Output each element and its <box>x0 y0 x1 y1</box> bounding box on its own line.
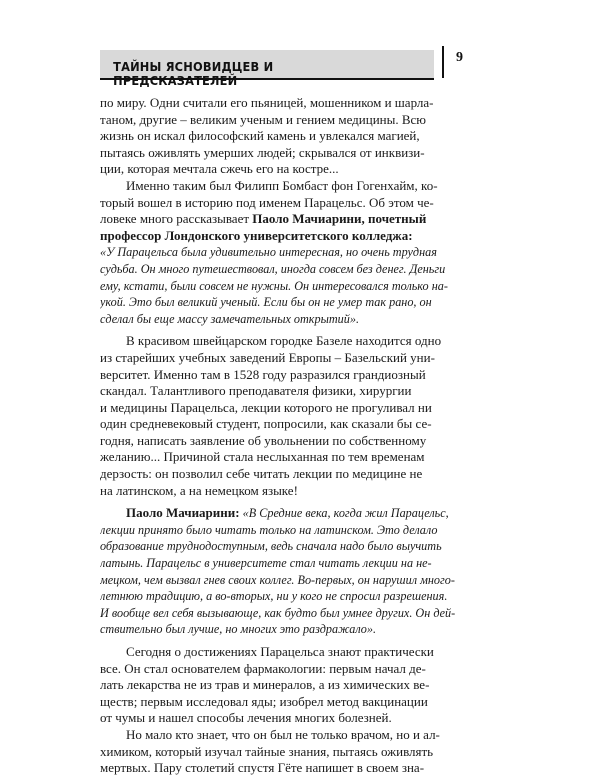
speaker-name: Паоло Мачиарини: <box>126 505 240 521</box>
header-title: ТАЙНЫ ЯСНОВИДЦЕВ И ПРЕДСКАЗАТЕЛЕЙ <box>113 60 274 88</box>
speaker-name: Паоло Мачиарини, почетный <box>252 211 427 227</box>
text-line: Сегодня о достижениях Парацельса знают практически <box>126 644 434 659</box>
text-line: профессор Лондонского университетского колледжа: <box>100 227 413 243</box>
text-line: «У Парацельса была удивительно интересная, но очень трудная <box>100 245 437 260</box>
text-line: Именно таким был Филипп Бомбаст фон Гогенхайм, ко- <box>126 177 438 193</box>
quote-text: «В Средние века, когда жил Парацельс, <box>239 506 449 521</box>
text-line: судьба. Он много путешествовал, иногда совсем без денег. Деньги <box>100 261 446 276</box>
text-line: на латинском, а на немецком языке! <box>100 482 298 498</box>
text-line: лать лекарства не из трав и минералов, а из химических ве- <box>100 677 430 693</box>
text-line: латынь. Парацельс в университете стал читать лекции на не- <box>100 556 432 571</box>
text-line: годня, написать заявление об увольнении по собственному <box>100 432 427 448</box>
text-line: и медицины Парацельса, лекции которого не прогуливал ни <box>100 399 432 415</box>
text-line: В красивом швейцарском городке Базеле находится одно <box>126 333 442 349</box>
text-line: ществ; первым исследовал яды; изобрел метод вакцинации <box>100 693 428 709</box>
text-line: таном, другие – великим ученым и гением медицины. Всю <box>100 111 427 127</box>
text-line: ции, которая мечтала сжечь его на костре... <box>100 161 339 177</box>
text-line: желанию... Причиной стала неслыханная по тем временам <box>100 449 425 465</box>
text-line: верситет. Именно там в 1528 году разразился грандиозный <box>100 366 426 382</box>
text-line: ствительно был лучше, но многих это раздражало». <box>100 622 377 637</box>
header-bar <box>100 50 434 88</box>
text-line: ему, кстати, были совсем не нужны. Он интересовался только на- <box>100 278 448 293</box>
text-line: Но мало кто знает, что он был не только врачом, но и ал- <box>126 726 440 742</box>
text-line: мертвых. Пару столетий спустя Гёте напишет в своем зна- <box>100 760 425 776</box>
text-line: летнюю традицию, а во-вторых, ни у кого не спросил разрешения. <box>100 589 448 604</box>
text-line: мецком, чем вызвал гнев своих коллег. Во-первых, он нарушил много- <box>100 572 455 587</box>
text-line: скандал. Талантливого преподавателя физики, хирургии <box>100 383 412 399</box>
text-line: торый вошел в историю под именем Парацельс. Об этом че- <box>100 194 434 210</box>
text-line <box>100 211 498 228</box>
running-header <box>100 42 498 88</box>
header-divider <box>442 46 444 78</box>
text-line: один средневековый студент, попросили, как сказали бы се- <box>100 416 432 432</box>
text-line: по миру. Одни считали его пьяницей, мошенником и шарла- <box>100 95 434 110</box>
text-line: И вообще вел себя вызывающе, как будто был умнее других. Он дей- <box>100 605 456 620</box>
text-line: все. Он стал основателем фармакологии: первым начал де- <box>100 660 426 676</box>
text-line: лекции принято было читать только на латинском. Это делало <box>100 522 438 537</box>
text-line <box>100 505 498 522</box>
text-line: жизнь он искал философский камень и увлекался магией, <box>100 128 420 144</box>
text-line: химиком, который изучал тайные знания, пытаясь оживлять <box>100 743 434 759</box>
text-line: образование труднодоступным, ведь сначала надо было выучить <box>100 539 442 554</box>
body-text <box>100 95 498 777</box>
page-number: 9 <box>456 50 463 65</box>
text-line: пытаясь оживлять умерших людей; скрывался от инквизи- <box>100 144 425 160</box>
text-line: сделал бы еще массу замечательных открытий». <box>100 311 359 326</box>
text-line: из старейших учебных заведений Европы – Базельский уни- <box>100 349 435 365</box>
text-line: укой. Это был великий ученый. Если бы он не умер так рано, он <box>100 295 432 310</box>
text-line: от чумы и нашел способы лечения многих болезней. <box>100 710 392 726</box>
text-line: дерзость: он позволил себе читать лекции по медицине не <box>100 466 423 482</box>
line-text: ловеке много рассказывает <box>100 211 253 227</box>
